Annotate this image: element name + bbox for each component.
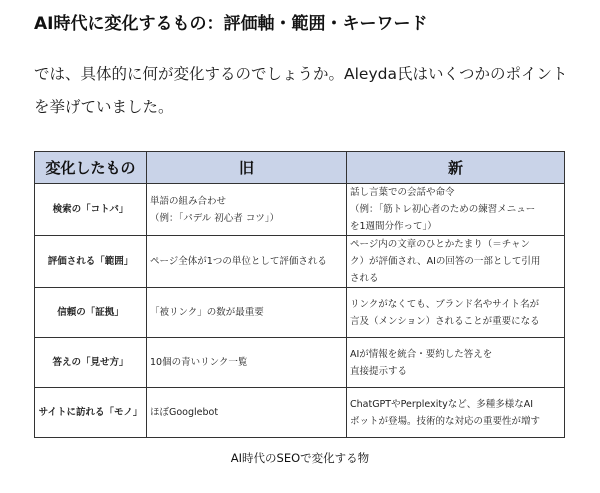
row-old-cell	[147, 288, 347, 338]
cell-text-line: される	[350, 273, 379, 284]
cell-text-line: ク）が評価され、AIの回答の一部として引用	[350, 256, 541, 267]
row-old-cell	[147, 338, 347, 388]
table-header-row	[35, 152, 565, 184]
lead-line: を挙げていました。	[34, 98, 174, 116]
column-header-old: 旧	[147, 152, 347, 184]
section-heading: AI時代に変化するもの：評価軸・範囲・キーワード	[34, 14, 428, 34]
row-old-cell	[147, 184, 347, 236]
row-new-cell	[347, 338, 565, 388]
cell-text-line: AIが情報を統合・要約した答えを	[350, 348, 493, 360]
lead-line: では、具体的に何が変化するのでしょうか。Aleyda氏はいくつかのポイント	[34, 65, 568, 83]
comparison-table	[34, 151, 565, 438]
column-header-new: 新	[347, 152, 565, 184]
row-item-cell: 信頼の「証拠」	[35, 288, 147, 338]
table-row	[35, 338, 565, 388]
table-row	[35, 388, 565, 438]
cell-text-line: を1週間分作って」）	[350, 221, 437, 232]
cell-text-line: 言及（メンション）されることが重要になる	[350, 315, 540, 327]
row-old-cell	[147, 388, 347, 438]
row-new-cell	[347, 388, 565, 438]
cell-text-line: 話し言葉での会話や命令	[350, 187, 455, 198]
column-header-item: 変化したもの	[35, 152, 147, 184]
cell-text-line: ボットが登場。技術的な対応の重要性が増す	[350, 415, 541, 427]
table-row	[35, 236, 565, 288]
cell-text-line: 単語の組み合わせ	[150, 195, 227, 207]
table-row	[35, 288, 565, 338]
row-new-cell	[347, 288, 565, 338]
cell-text-line: 10個の青いリンク一覧	[150, 357, 248, 368]
row-item-cell: 答えの「見せ方」	[35, 338, 147, 388]
row-new-cell	[347, 236, 565, 288]
table-row	[35, 184, 565, 236]
cell-text-line: 「被リンク」の数が最重要	[150, 307, 264, 318]
row-new-cell	[347, 184, 565, 236]
row-item-cell: 検索の「コトバ」	[35, 184, 147, 236]
row-old-cell	[147, 236, 347, 288]
cell-text-line: リンクがなくても、ブランド名やサイト名が	[350, 298, 540, 310]
cell-text-line: 直接提示する	[350, 365, 408, 377]
table-body	[35, 184, 565, 438]
cell-text-line: ページ全体が1つの単位として評価される	[150, 256, 327, 267]
cell-text-line: ページ内の文章のひとかたまり（＝チャン	[350, 239, 531, 250]
table-caption: AI時代のSEOで変化する物	[230, 451, 370, 465]
cell-text-line: （例：「パデル 初心者 コツ」）	[150, 212, 280, 224]
lead-paragraph	[34, 58, 569, 124]
cell-text-line: ChatGPTやPerplexityなど、多種多様なAI	[350, 398, 533, 410]
cell-text-line: ほぼGooglebot	[150, 407, 219, 418]
row-item-cell: サイトに訪れる「モノ」	[35, 388, 147, 438]
row-item-cell: 評価される「範囲」	[35, 236, 147, 288]
cell-text-line: （例：「筋トレ初心者のための練習メニュー	[350, 204, 536, 215]
